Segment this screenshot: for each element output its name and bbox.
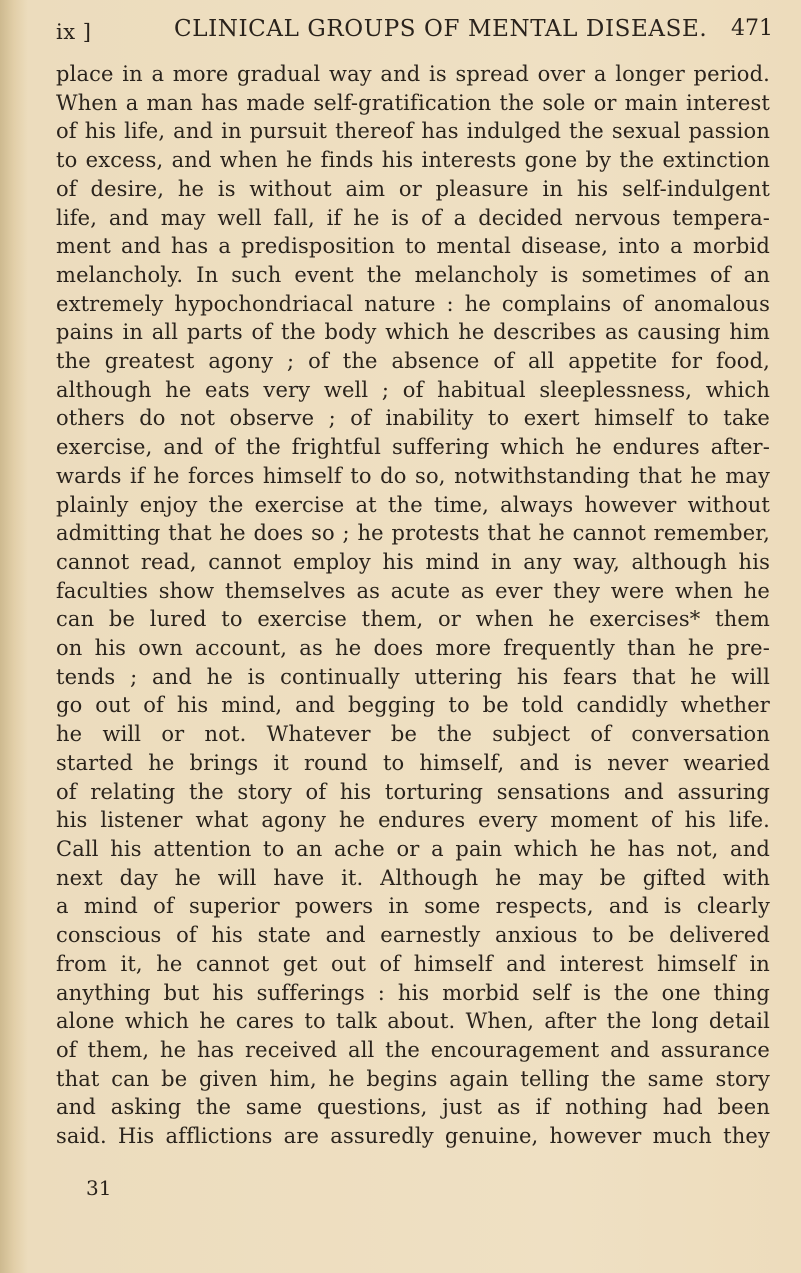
text-line: he will or not. Whatever be the subject of conversation bbox=[56, 722, 770, 747]
text-line: place in a more gradual way and is spread over a longer period. bbox=[56, 62, 770, 86]
text-line: faculties show themselves as acute as ever they were when he bbox=[56, 578, 770, 603]
text-line: although he eats very well ; of habitual sleeplessness, which bbox=[56, 377, 770, 402]
text-line: on his own account, as he does more frequently than he pre- bbox=[56, 636, 770, 661]
page-header bbox=[56, 16, 773, 52]
text-line: wards if he forces himself to do so, notwithstanding that he may bbox=[56, 463, 770, 488]
body-text bbox=[56, 60, 770, 1151]
text-line: exercise, and of the frightful suffering which he endures after- bbox=[56, 435, 770, 460]
text-line: Call his attention to an ache or a pain which he has not, and bbox=[56, 836, 770, 861]
text-line: that can be given him, he begins again telling the same story bbox=[56, 1066, 770, 1091]
text-line: the greatest agony ; of the absence of all appetite for food, bbox=[56, 349, 770, 374]
text-line: plainly enjoy the exercise at the time, always however without bbox=[56, 492, 770, 517]
text-line: pains in all parts of the body which he describes as causing him bbox=[56, 320, 770, 345]
text-line: of his life, and in pursuit thereof has indulged the sexual passion bbox=[56, 119, 770, 144]
text-line: go out of his mind, and begging to be told candidly whether bbox=[56, 693, 770, 718]
text-line: of them, he has received all the encouragement and assurance bbox=[56, 1037, 770, 1062]
signature-mark: 31 bbox=[86, 1176, 112, 1200]
text-line: others do not observe ; of inability to exert himself to take bbox=[56, 406, 770, 431]
text-line: next day he will have it. Although he may be gifted with bbox=[56, 865, 770, 890]
text-line: tends ; and he is continually uttering his fears that he will bbox=[56, 664, 770, 689]
text-line: of desire, he is without aim or pleasure in his self-indulgent bbox=[56, 176, 770, 201]
text-line: cannot read, cannot employ his mind in any way, although his bbox=[56, 549, 770, 574]
text-line: and asking the same questions, just as if nothing had been bbox=[56, 1095, 770, 1120]
text-line: started he brings it round to himself, and is never wearied bbox=[56, 750, 770, 775]
page-number: 471 bbox=[731, 16, 773, 41]
text-line: anything but his sufferings : his morbid self is the one thing bbox=[56, 980, 770, 1005]
running-title: CLINICAL GROUPS OF MENTAL DISEASE. bbox=[174, 16, 708, 42]
text-line: melancholy. In such event the melancholy is sometimes of an bbox=[56, 262, 770, 287]
text-line: ment and has a predisposition to mental disease, into a morbid bbox=[56, 234, 770, 259]
text-line: his listener what agony he endures every moment of his life. bbox=[56, 808, 770, 833]
text-line: When a man has made self-gratification the sole or main interest bbox=[56, 90, 770, 115]
text-line: can be lured to exercise them, or when he exercises* them bbox=[56, 607, 770, 632]
text-line: said. His afflictions are assuredly genuine, however much they bbox=[56, 1124, 770, 1149]
text-line: extremely hypochondriacal nature : he complains of anomalous bbox=[56, 291, 770, 316]
text-line: conscious of his state and earnestly anxious to be delivered bbox=[56, 923, 770, 948]
text-line: of relating the story of his torturing sensations and assuring bbox=[56, 779, 770, 804]
text-line: alone which he cares to talk about. When, after the long detail bbox=[56, 1009, 770, 1034]
text-line: life, and may well fall, if he is of a decided nervous tempera- bbox=[56, 205, 770, 230]
text-line: from it, he cannot get out of himself and interest himself in bbox=[56, 951, 770, 976]
chapter-marker: ix ] bbox=[56, 20, 92, 44]
text-line: to excess, and when he finds his interests gone by the extinction bbox=[56, 148, 770, 173]
text-line: a mind of superior powers in some respects, and is clearly bbox=[56, 894, 770, 919]
text-line: admitting that he does so ; he protests that he cannot remember, bbox=[56, 521, 770, 546]
